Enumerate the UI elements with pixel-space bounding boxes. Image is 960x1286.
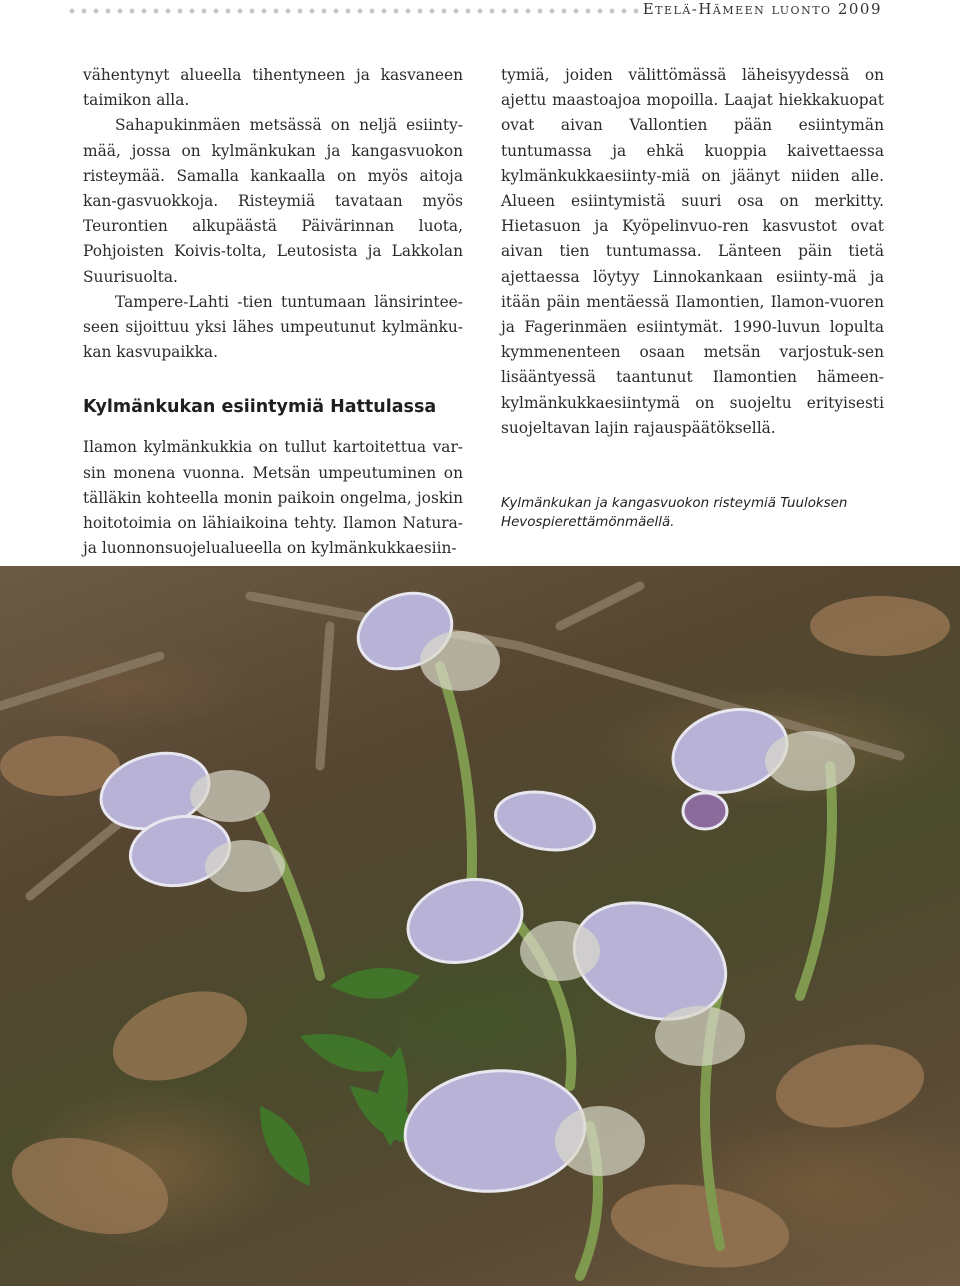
right-column	[501, 63, 884, 441]
photo-caption: Kylmänkukan ja kangasvuokon risteymiä Tuuloksen Hevospierettämönmäellä.	[501, 496, 848, 530]
paragraph: Sahapukinmäen metsässä on neljä esiinty-mää, jossa on kylmänkukan ja kangasvuokon risteymää. Samalla kankaalla on myös aitoja kan-gasvuokkoja. Risteymiä tavataan myös Teurontien alkupäästä Päivärinnan luota, Pohjoisten Koivis-tolta, Leutosista ja Lakkolan Suurisuolta.	[83, 116, 463, 286]
paragraph: Ilamon kylmänkukkia on tullut kartoitettua var-sin monena vuonna. Metsän umpeutuminen on tälläkin kohteella monin paikoin ongelma, joskin hoitotoimia on lähiaikoina tehty. Ilamon Natura-ja luonnonsuojelualueella on kylmänkukkaesiin-	[83, 438, 463, 558]
page-header	[0, 0, 960, 30]
dotted-rule	[66, 8, 642, 14]
section-heading: Kylmänkukan esiintymiä Hattulassa	[83, 397, 437, 418]
paragraph: vähentynyt alueella tihentyneen ja kasvaneen taimikon alla.	[83, 66, 463, 110]
paragraph: tymiä, joiden välittömässä läheisyydessä on ajettu maastoajoa mopoilla. Laajat hiekkakuopat ovat aivan Vallontien pään esiintymän tuntumassa ja ehkä kuoppia kaivettaessa kylmänkukkaesiinty-miä on jäänyt niiden alle. Alueen esiintymistä suuri osa on merkitty. Hietasuon ja Kyöpelinvuo-ren kasvustot ovat aivan tien tuntumassa. Länteen päin tietä ajettaessa löytyy Linnokankaan esiinty-mä ja itään päin mentäessä Ilamontien, Ilamon-vuoren ja Fagerinmäen esiintymät. 1990-luvun lopulta kymmenenteen osaan metsän varjostuk-sen lisääntyessä taantunut Ilamontien hämeen-kylmänkukkaesiintymä on suojeltu erityisesti suojeltavan lajin rajauspäätöksellä.	[501, 66, 884, 437]
pasqueflower-photo	[0, 566, 960, 1286]
running-head: Etelä-Hämeen luonto 2009	[642, 0, 882, 18]
paragraph: Tampere-Lahti -tien tuntumaan länsirintee-seen sijoittuu yksi lähes umpeutunut kylmänku-kan kasvupaikka.	[83, 292, 463, 362]
left-column	[83, 63, 463, 561]
photo-illustration	[0, 566, 960, 1286]
